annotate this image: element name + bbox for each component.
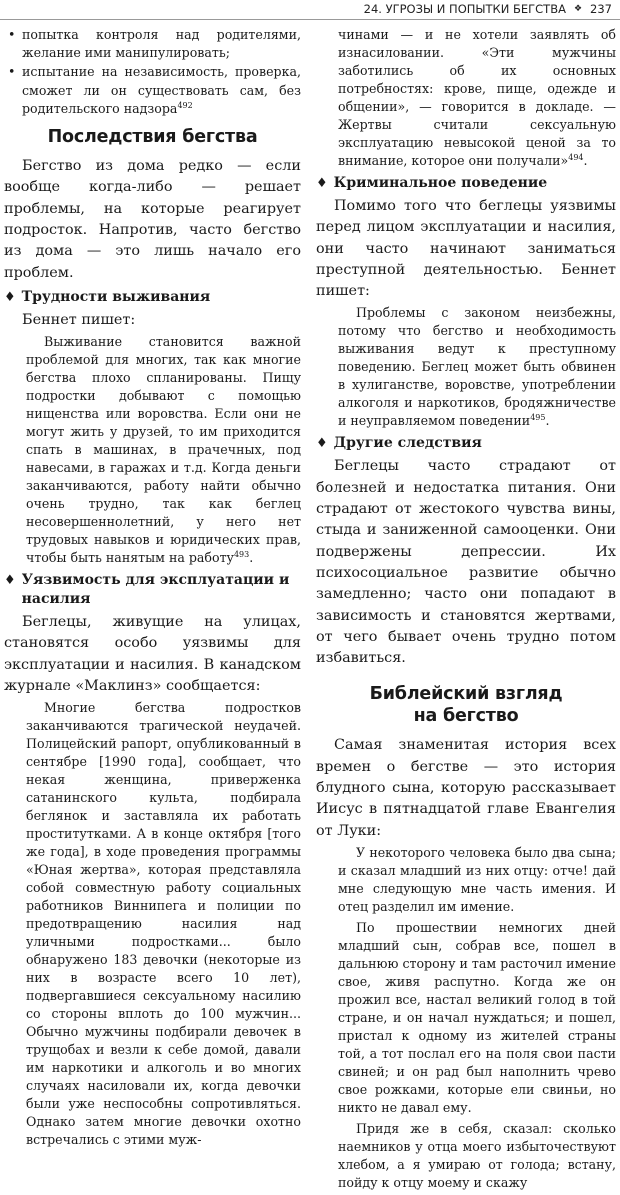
ornament-icon: ❖: [573, 4, 583, 14]
paragraph: Самая знаменитая история всех времен о бегстве — это история блудного сына, которую рассказывает Иисус в пятнадцатой главе Евангелия от Луки:: [316, 737, 616, 839]
footnote-ref: 492: [177, 100, 193, 110]
block-quote: чинами — и не хотели заявлять об изнасиловании. «Эти мужчины заботились об их основных потребностях: крове, пище, одежде и общении», — говорится в докладе. — Жертвы считали сексуальную эксплуатацию невысокой ценой за то внимание, которое они получали»$^{494}$.: [338, 27, 616, 168]
section-title: Библейский взгляд на бегство: [369, 684, 563, 727]
left-column: [4, 26, 301, 1152]
paragraph: Беннет пишет:: [22, 311, 136, 328]
subsection-heading: ♦ Другие следствия: [316, 435, 482, 452]
paragraph: Помимо того что беглецы уязвимы перед лицом эксплуатации и насилия, они часто начинают заниматься преступной деятельностью. Беннет пишет:: [316, 198, 616, 300]
right-column: [316, 26, 616, 1195]
list-item: • испытание на независимость, проверка, сможет ли он существовать сам, без родительского надзора$^{492}$: [8, 64, 301, 116]
diamond-icon: ♦: [316, 176, 328, 191]
block-quote: Проблемы с законом неизбежны, потому что бегство и необходимость выживания ведут к преступному поведению. Беглец может быть обвинен в хулиганстве, воровстве, употреблении алкоголя и наркотиков, бродяжничестве и неуправляемом поведении$^{495}$.: [338, 305, 616, 429]
bullet-icon: •: [8, 64, 16, 80]
paragraph: Бегство из дома редко — если вообще когда-либо — решает проблемы, на которые реагирует подросток. Напротив, часто бегство из дома — это лишь начало его проблем.: [4, 158, 301, 281]
block-quote: Выживание становится важной проблемой для многих, так как многие бегства плохо спланированы. Пищу подростки добывают с помощью нищенства или воровства. Если они не могут жить у друзей, то им приходится спать в машинах, в прачечных, под навесами, в гаражах и т.д. Когда деньги заканчиваются, работу найти обычно очень трудно, так как беглец несовершеннолетний, у него нет трудовых навыков и юридических прав, чтобы быть нанятым на работу$^{493}$.: [26, 334, 301, 566]
bullet-icon: •: [8, 27, 16, 42]
footnote-ref: 493: [233, 549, 250, 559]
header-rule: [0, 19, 620, 20]
subsection-heading: ♦ Трудности выживания: [4, 288, 211, 305]
running-head: [364, 0, 612, 18]
section-title: Последствия бегства: [47, 127, 258, 148]
chapter-title: 24. УГРОЗЫ И ПОПЫТКИ БЕГСТВА: [363, 2, 566, 16]
bullet-list: [4, 26, 301, 118]
paragraph: Беглецы, живущие на улицах, становятся особо уязвимы для эксплуатации и насилия. В канадском журнале «Маклинз» сообщается:: [4, 614, 301, 694]
block-quote: По прошествии немногих дней младший сын, собрав все, пошел в дальнюю сторону и там расточил имение свое, живя распутно. Когда же он прожил все, настал великий голод в той стране, и он начал нуждаться; и пошел, пристал к одному из жителей страны той, а тот послал его на поля свои пасти свиней; и он рад был наполнить чрево свое рожками, которые ели свиньи, но никто не давал ему.: [338, 919, 616, 1115]
diamond-icon: ♦: [316, 436, 328, 452]
block-quote: Придя же в себя, сказал: сколько наемников у отца моего избыточествуют хлебом, а я умираю от голода; встану, пойду к отцу моему и скажу: [338, 1120, 616, 1190]
diamond-icon: ♦: [4, 289, 16, 305]
block-quote: Многие бегства подростков заканчиваются трагической неудачей. Полицейский рапорт, опубликованный в сентябре [1990 года], сообщает, что некая женщина, приверженка сатанинского культа, подбирала беглянок и заставляла их работать проститутками. А в конце октября [тогo же года], в ходе проведения программы «Юная жертва», которая представляла собой совместную работу социальных работников Виннипега и полиции по предотвращению насилия над уличными подростками... было обнаружено 183 девочки (некоторые из них в возрасте всего 10 лет), подвергавшиеся сексуальному насилию со стороны вплоть до 100 мужчин... Обычно мужчины подбирали девочек в трущобах и везли к себе домой, давали им наркотики и алкоголь и во многих случаях насиловали их, когда девочки были уже неспособны сопротивляться. Однако затем многие девочки охотно встречались с этими муж-: [26, 700, 301, 1148]
page-number: 237: [590, 2, 612, 16]
paragraph: Беглецы часто страдают от болезней и недостатка питания. Они страдают от жестокого чувства вины, стыда и заниженной самооценки. Они подвержены депрессии. Их психосоциальное развитие обычно замедленно; часто они попадают в зависимость и становятся жертвами, от чего бывает очень трудно потом избавиться.: [316, 458, 616, 667]
list-item: • попытка контроля над родителями, желание ими манипулировать;: [8, 27, 301, 61]
subsection-heading: ♦ Уязвимость для эксплуатации и насилия: [4, 572, 290, 608]
footnote-ref: 494: [568, 152, 584, 162]
diamond-icon: ♦: [4, 573, 16, 589]
block-quote: У некоторого человека было два сына; и сказал младший из них отцу: отче! дай мне следующую мне часть имения. И отец разделил им имение.: [338, 844, 616, 914]
footnote-ref: 495: [530, 413, 546, 423]
subsection-heading: ♦ Криминальное поведение: [316, 175, 548, 191]
